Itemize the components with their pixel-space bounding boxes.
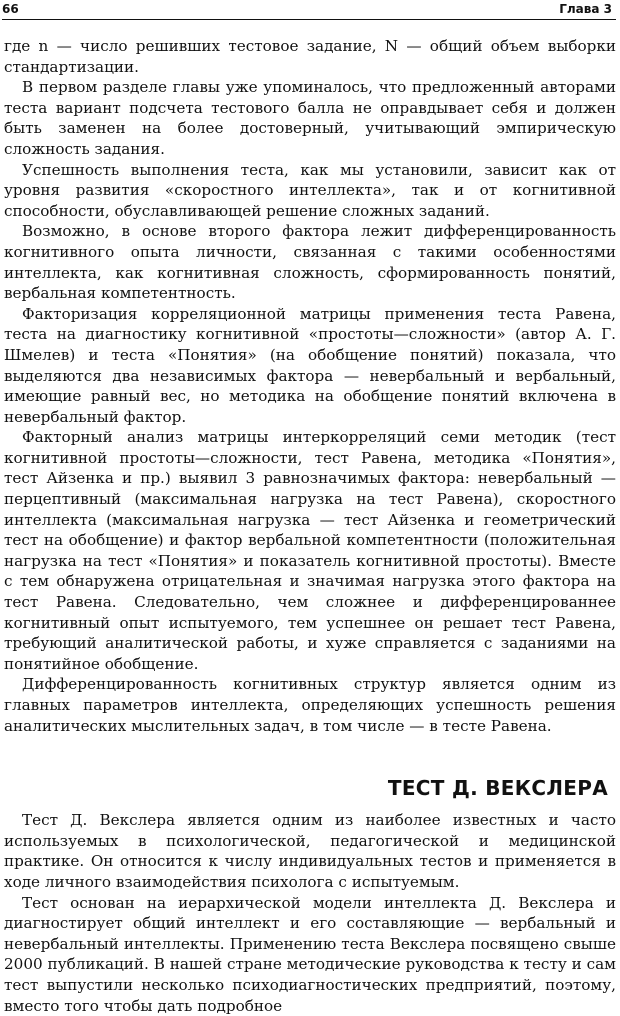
paragraph: Дифференцированность когнитивных структур является одним из главных параметров интеллекта, определяющих успешность решения аналитических мыслительных задач, в том числе — в тесте Равена.: [4, 675, 616, 735]
paragraph: Возможно, в основе второго фактора лежит дифференцированность когнитивного опыта личности, связанная с такими особенностями интеллекта, как когнитивная сложность, сформированность понятий, вербальная компетентность.: [4, 222, 616, 303]
header-rule: [2, 19, 616, 20]
paragraph: Факторизация корреляционной матрицы применения теста Равена, теста на диагностику когнитивной «простоты—сложности» (автор А. Г. Шмелев) и теста «Понятия» (на обобщение понятий) показала, что выделяются два независимых фактора — невербальный и вербальный, имеющие равный вес, но методика на обобщение понятий включена в невербальный фактор.: [4, 304, 616, 426]
paragraph: Тест Д. Векслера является одним из наиболее известных и часто используемых в психологической, педагогической и медицинской практике. Он относится к числу индивидуальных тестов и применяется в ходе личного взаимодействия психолога с испытуемым.: [4, 811, 616, 891]
paragraph: В первом разделе главы уже упоминалось, что предложенный авторами теста вариант подсчета тестового балла не оправдывает себя и должен быть заменен на более достоверный, учитывающий эмпирическую сложность задания.: [4, 78, 616, 158]
paragraph: где n — число решивших тестовое задание, N — общий объем выборки стандартизации.: [4, 37, 616, 76]
page-header: [2, 2, 620, 18]
section-heading: ТЕСТ Д. ВЕКСЛЕРА: [387, 776, 608, 801]
paragraph: Факторный анализ матрицы интеркорреляций семи методик (тест когнитивной простоты—сложности, тест Равена, методика «Понятия», тест Айзенка и пр.) выявил 3 равнозначимых фактора: невербальный — перцептивный (максимальная нагрузка на тест Равена), скоростного интеллекта (максимальная нагрузка — тест Айзенка и геометрический тест на обобщение) и фактор вербальной компетентности (положительная нагрузка на тест «Понятия» и показатель когнитивной простоты). Вместе с тем обнаружена отрицательная и значимая нагрузка этого фактора на тест Равена. Следовательно, чем сложнее и дифференцированнее когнитивный опыт испытуемого, тем успешнее он решает тест Равена, требующий аналитической работы, и хуже справляется с заданиями на понятийное обобщение.: [4, 428, 616, 673]
paragraph: Успешность выполнения теста, как мы установили, зависит как от уровня развития «скоростного интеллекта», так и от когнитивной способности, обуславливающей решение сложных заданий.: [4, 160, 616, 220]
chapter-label: Глава 3: [559, 2, 612, 16]
page-body: [4, 36, 616, 1016]
paragraph: Тест основан на иерархической модели интеллекта Д. Векслера и диагностирует общий интеллект и его составляющие — вербальный и невербальный интеллекты. Применению теста Векслера посвящено свыше 2000 публикаций. В нашей стране методические руководства к тесту и сам тест выпустили несколько психодиагностических предприятий, поэтому, вместо того чтобы дать подробное: [4, 893, 616, 1015]
page-number: 66: [2, 2, 19, 16]
